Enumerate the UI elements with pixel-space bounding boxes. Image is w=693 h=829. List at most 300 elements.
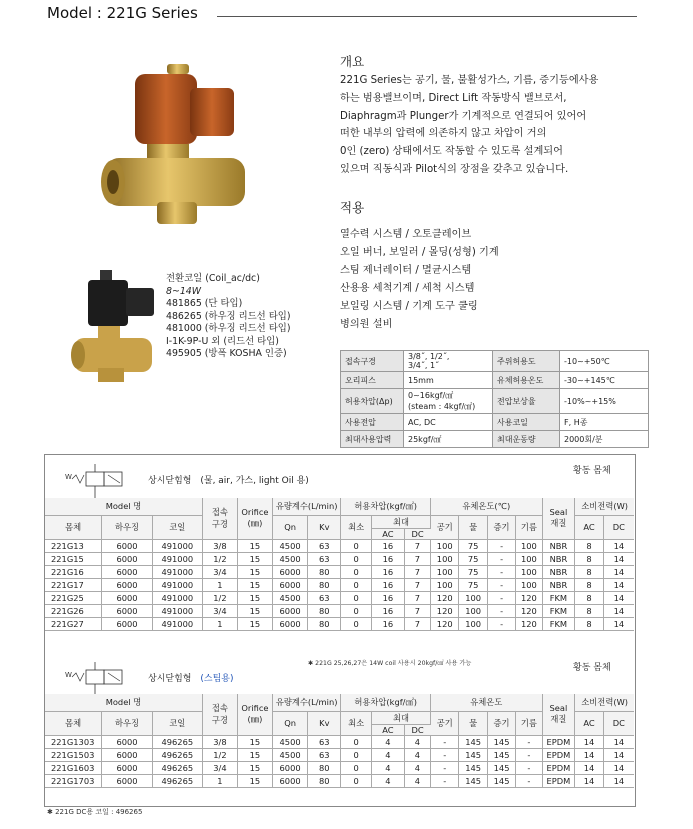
table-cell: 221G27 [45, 617, 102, 630]
table-row [45, 552, 634, 565]
overview-text [340, 72, 640, 179]
spec-label: 주위허용도 [493, 351, 560, 372]
table-cell: 63 [308, 552, 341, 565]
overview-line: Diaphragm과 Plunger가 기계적으로 연결되어 있어어 [340, 110, 587, 122]
table-cell: 496265 [152, 761, 202, 774]
table-cell: 221G26 [45, 604, 102, 617]
table-cell: 6000 [102, 604, 152, 617]
table-cell: 8 [575, 604, 603, 617]
table-cell: 16 [371, 552, 404, 565]
table-cell: NBR [542, 578, 575, 591]
table-cell: 6000 [272, 617, 307, 630]
coil-title: 전환코일 (Coil_ac/dc) [166, 273, 260, 284]
table-cell: FKM [542, 591, 575, 604]
table-cell: 1/2 [202, 591, 237, 604]
table-row [45, 604, 634, 617]
table-cell: 145 [487, 735, 515, 748]
table-cell: 100 [431, 552, 459, 565]
col-header-power: 소비전력(W) [575, 498, 634, 515]
col-header-steam: 증기 [487, 711, 515, 735]
overview-line: 있으며 직동식과 Pilot식의 장점을 갖추고 있습니다. [340, 163, 569, 175]
overview-line: 221G Series는 공기, 물, 불활성가스, 기름, 증기등에사용 [340, 75, 599, 86]
table-cell: 100 [516, 552, 542, 565]
table-cell: 16 [371, 617, 404, 630]
table-cell: 0 [341, 578, 372, 591]
model-table-steam [45, 694, 634, 788]
table-cell: NBR [542, 539, 575, 552]
table-cell: 4 [371, 748, 404, 761]
overview-line: 떠한 내부의 압력에 의존하지 않고 차압이 거의 [340, 128, 547, 140]
table-cell: - [431, 748, 459, 761]
table-cell: 14 [603, 552, 634, 565]
valve-photo-small [68, 268, 158, 388]
section2-type-label: 상시닫힘형 [148, 674, 192, 684]
table-cell: 4 [404, 735, 430, 748]
table-cell: NBR [542, 552, 575, 565]
list-item: 오일 버너, 보일러 / 몰딩(성형) 기계 [340, 247, 499, 258]
table-cell: 221G17 [45, 578, 102, 591]
table-cell: - [516, 748, 542, 761]
col-header-air: 공기 [431, 711, 459, 735]
table-cell: 145 [459, 774, 487, 787]
spec-value: 2000회/분 [560, 431, 649, 448]
table-cell: 0 [341, 565, 372, 578]
section1-type-label: 상시닫힘형 [148, 476, 192, 486]
table-cell: - [516, 774, 542, 787]
col-header-power-ac: AC [575, 515, 603, 539]
col-header-orifice: Orifice (㎜) [237, 694, 272, 735]
col-header-max-dc: DC [404, 528, 430, 539]
spec-value: -10~+50℃ [560, 351, 649, 372]
col-header-max-ac: AC [371, 724, 404, 735]
spec-value: 0~16kgf/㎠ (steam : 4kgf/㎠) [404, 389, 493, 414]
table-cell: 145 [459, 761, 487, 774]
col-header-qn: Qn [272, 515, 307, 539]
coil-line: 481865 (단 타입) [166, 298, 243, 309]
overview-line: 하는 범용밸브이며, Direct Lift 작동방식 밸브로서, [340, 92, 567, 104]
table-cell: 14 [603, 565, 634, 578]
col-header-orifice: Orifice (㎜) [237, 498, 272, 539]
col-header-power: 소비전력(W) [575, 694, 634, 711]
table-cell: 491000 [152, 617, 202, 630]
table-cell: 14 [575, 774, 603, 787]
table-cell: 3/4 [202, 565, 237, 578]
col-header-body: 몸체 [45, 711, 102, 735]
table-cell: 80 [308, 761, 341, 774]
table-cell: 221G15 [45, 552, 102, 565]
col-header-model: Model 명 [45, 498, 202, 515]
table-cell: 14 [575, 761, 603, 774]
table-cell: 14 [575, 735, 603, 748]
section1-material: 황동 몸체 [573, 466, 611, 476]
col-header-max: 최대 [371, 515, 430, 528]
table-cell: 221G25 [45, 591, 102, 604]
table-cell: 120 [516, 617, 542, 630]
table-cell: 14 [603, 735, 634, 748]
applications-list [340, 226, 499, 334]
table-cell: 0 [341, 552, 372, 565]
table-row [45, 565, 634, 578]
table-cell: FKM [542, 617, 575, 630]
table-cell: 100 [431, 578, 459, 591]
col-header-housing: 하우징 [102, 515, 152, 539]
table-cell: 6000 [102, 565, 152, 578]
spec-label: 최대사용압력 [341, 431, 404, 448]
table-cell: 100 [459, 591, 487, 604]
table-cell: 4 [404, 748, 430, 761]
table-cell: EPDM [542, 774, 575, 787]
footnote: ✱ 221G DC용 코일 : 496265 [47, 808, 143, 816]
table-cell: 6000 [102, 761, 152, 774]
col-header-body: 몸체 [45, 515, 102, 539]
col-header-min: 최소 [341, 711, 372, 735]
table-cell: 1/2 [202, 748, 237, 761]
table-cell: 63 [308, 735, 341, 748]
table-cell: 221G1303 [45, 735, 102, 748]
overview-heading: 개요 [340, 54, 365, 69]
table-cell: 16 [371, 591, 404, 604]
table-cell: 100 [431, 565, 459, 578]
table-cell: 6000 [272, 604, 307, 617]
table-cell: 80 [308, 774, 341, 787]
table-cell: - [431, 761, 459, 774]
section1-type-detail: (물, air, 가스, light Oil 용) [200, 476, 309, 486]
table-cell: 491000 [152, 552, 202, 565]
table-cell: 14 [575, 748, 603, 761]
col-header-water: 물 [459, 711, 487, 735]
table-cell: 6000 [272, 578, 307, 591]
col-header-water: 물 [459, 515, 487, 539]
spec-value: F, H종 [560, 414, 649, 431]
spec-label: 최대운동량 [493, 431, 560, 448]
table-cell: 4 [371, 761, 404, 774]
table-row [45, 617, 634, 630]
table-cell: 4500 [272, 539, 307, 552]
table-cell: 14 [603, 774, 634, 787]
table-cell: 4500 [272, 748, 307, 761]
spec-label: 전압보상율 [493, 389, 560, 414]
table-cell: - [487, 617, 515, 630]
table-cell: 6000 [102, 591, 152, 604]
col-header-temp: 유체온도(℃) [431, 498, 543, 515]
table-row [45, 735, 634, 748]
table-cell: 8 [575, 565, 603, 578]
table-cell: 4 [404, 774, 430, 787]
table-row [45, 591, 634, 604]
table-cell: 120 [431, 617, 459, 630]
table-cell: 0 [341, 604, 372, 617]
table-cell: 15 [237, 539, 272, 552]
table-cell: EPDM [542, 761, 575, 774]
table-cell: 6000 [272, 761, 307, 774]
table-cell: 0 [341, 617, 372, 630]
table-cell: 0 [341, 761, 372, 774]
table-cell: 100 [516, 578, 542, 591]
col-header-power-dc: DC [603, 711, 634, 735]
col-header-port: 접속 구경 [202, 694, 237, 735]
table-cell: 491000 [152, 578, 202, 591]
table-cell: 7 [404, 565, 430, 578]
list-item: 병의원 설비 [340, 319, 393, 330]
col-header-max: 최대 [371, 711, 430, 724]
spec-row [341, 389, 649, 414]
applications-heading: 적용 [340, 200, 365, 215]
section2-type-detail: (스팀용) [200, 674, 234, 684]
table-cell: - [431, 735, 459, 748]
overview-line: 0인 (zero) 상태에서도 작동할 수 있도록 설계되어 [340, 146, 563, 158]
col-header-housing: 하우징 [102, 711, 152, 735]
table-cell: 8 [575, 591, 603, 604]
table-cell: 7 [404, 552, 430, 565]
spec-value: 3/8˝, 1/2˝, 3/4˝, 1˝ [404, 351, 493, 372]
table-cell: - [431, 774, 459, 787]
table-cell: 63 [308, 748, 341, 761]
header-row [45, 694, 634, 711]
table-cell: 120 [516, 591, 542, 604]
coil-info [166, 273, 291, 361]
section2-material: 황동 몸체 [573, 663, 611, 673]
col-header-oil: 기름 [516, 515, 542, 539]
spec-row [341, 372, 649, 389]
table-cell: 80 [308, 565, 341, 578]
col-header-temp: 유체온도 [431, 694, 543, 711]
table-cell: 100 [516, 565, 542, 578]
table-cell: 3/8 [202, 735, 237, 748]
table-cell: 6000 [102, 735, 152, 748]
col-header-seal: Seal 재질 [542, 498, 575, 539]
table-cell: 80 [308, 617, 341, 630]
table-cell: 15 [237, 604, 272, 617]
coil-wattage: 8~14W [166, 285, 202, 297]
spec-label: 사용전압 [341, 414, 404, 431]
table-cell: 16 [371, 578, 404, 591]
table-cell: 0 [341, 748, 372, 761]
spec-row [341, 414, 649, 431]
table-cell: 15 [237, 617, 272, 630]
list-item: 열수력 시스템 / 오토클레이브 [340, 229, 472, 240]
table-cell: 14 [603, 591, 634, 604]
table-cell: 145 [459, 735, 487, 748]
table-cell: 15 [237, 552, 272, 565]
table-cell: 6000 [272, 565, 307, 578]
table-cell: 0 [341, 539, 372, 552]
table-cell: 6000 [272, 774, 307, 787]
spec-label: 접속구경 [341, 351, 404, 372]
col-header-power-ac: AC [575, 711, 603, 735]
table-cell: 145 [487, 774, 515, 787]
table-cell: 3/4 [202, 604, 237, 617]
table-cell: 6000 [102, 552, 152, 565]
spec-value: AC, DC [404, 414, 493, 431]
table-cell: 75 [459, 539, 487, 552]
spec-value: 15mm [404, 372, 493, 389]
table-cell: 120 [516, 604, 542, 617]
table-cell: 4500 [272, 735, 307, 748]
table-cell: 16 [371, 539, 404, 552]
table-row [45, 578, 634, 591]
spec-value: 25kgf/㎠ [404, 431, 493, 448]
table-cell: FKM [542, 604, 575, 617]
table-cell: - [516, 761, 542, 774]
table-cell: 16 [371, 565, 404, 578]
table-cell: 6000 [102, 774, 152, 787]
table-cell: 0 [341, 591, 372, 604]
col-header-max-ac: AC [371, 528, 404, 539]
table-cell: 100 [459, 604, 487, 617]
table-cell: 496265 [152, 748, 202, 761]
table-cell: 8 [575, 617, 603, 630]
col-header-port: 접속 구경 [202, 498, 237, 539]
table-note: ✱ 221G 25,26,27은 14W coil 사용시 20kgf/㎠ 사용 가능 [308, 660, 472, 667]
list-item: 스팀 제너레이터 / 멸균시스템 [340, 265, 472, 276]
table-cell: - [516, 735, 542, 748]
table-cell: 491000 [152, 539, 202, 552]
spec-value: -10%~+15% [560, 389, 649, 414]
table-cell: 7 [404, 604, 430, 617]
valve-symbol-icon [68, 462, 130, 502]
col-header-kv: Kv [308, 711, 341, 735]
table-cell: 15 [237, 591, 272, 604]
col-header-coil: 코일 [152, 515, 202, 539]
table-cell: 4500 [272, 591, 307, 604]
table-cell: - [487, 565, 515, 578]
table-cell: - [487, 539, 515, 552]
col-header-model: Model 명 [45, 694, 202, 711]
table-row [45, 774, 634, 787]
table-cell: 7 [404, 617, 430, 630]
table-cell: 6000 [102, 748, 152, 761]
col-header-air: 공기 [431, 515, 459, 539]
col-header-oil: 기름 [516, 711, 542, 735]
table-cell: 221G1503 [45, 748, 102, 761]
table-cell: 6000 [102, 578, 152, 591]
table-cell: 221G13 [45, 539, 102, 552]
table-cell: 4 [404, 761, 430, 774]
table-cell: 100 [459, 617, 487, 630]
symbol-label: W [65, 671, 72, 679]
table-cell: 14 [603, 604, 634, 617]
table-cell: 100 [431, 539, 459, 552]
table-cell: 63 [308, 539, 341, 552]
table-cell: 7 [404, 591, 430, 604]
coil-line: I-1K-9P-U 외 (리드선 타입) [166, 335, 279, 347]
table-cell: 496265 [152, 774, 202, 787]
table-cell: 15 [237, 748, 272, 761]
table-cell: 14 [603, 748, 634, 761]
col-header-steam: 증기 [487, 515, 515, 539]
table-cell: 491000 [152, 565, 202, 578]
table-cell: 221G16 [45, 565, 102, 578]
col-header-seal: Seal 재질 [542, 694, 575, 735]
table-cell: 1 [202, 617, 237, 630]
table-cell: 221G1603 [45, 761, 102, 774]
list-item: 산용용 세척기계 / 세척 시스템 [340, 283, 475, 294]
table-cell: 100 [516, 539, 542, 552]
table-cell: 14 [603, 539, 634, 552]
spec-label: 유체허용온도 [493, 372, 560, 389]
table-cell: 14 [603, 617, 634, 630]
section1-type [148, 473, 309, 486]
table-cell: 120 [431, 591, 459, 604]
valve-photo-large [95, 62, 255, 232]
coil-line: 495905 (방폭 KOSHA 인증) [166, 348, 287, 359]
table-cell: 0 [341, 735, 372, 748]
table-cell: - [487, 591, 515, 604]
table-cell: 3/8 [202, 539, 237, 552]
col-header-power-dc: DC [603, 515, 634, 539]
col-header-coil: 코일 [152, 711, 202, 735]
table-cell: 3/4 [202, 761, 237, 774]
col-header-min: 최소 [341, 515, 372, 539]
col-header-pressure: 허용차압(kgf/㎠) [341, 694, 431, 711]
table-cell: 145 [487, 761, 515, 774]
table-cell: 7 [404, 578, 430, 591]
table-cell: 0 [341, 774, 372, 787]
list-item: 보일링 시스템 / 기계 도구 쿨링 [340, 301, 478, 312]
table-cell: 496265 [152, 735, 202, 748]
table-cell: 491000 [152, 604, 202, 617]
table-cell: 75 [459, 565, 487, 578]
table-cell: 75 [459, 578, 487, 591]
col-header-qn: Qn [272, 711, 307, 735]
table-cell: 145 [487, 748, 515, 761]
col-header-flow: 유량계수(L/min) [272, 694, 340, 711]
table-cell: 14 [603, 578, 634, 591]
spec-label: 오리피스 [341, 372, 404, 389]
table-cell: 80 [308, 604, 341, 617]
table-cell: 4 [371, 774, 404, 787]
table-cell: 8 [575, 552, 603, 565]
table-cell: EPDM [542, 735, 575, 748]
table-cell: 75 [459, 552, 487, 565]
table-cell: 1/2 [202, 552, 237, 565]
table-cell: 63 [308, 591, 341, 604]
table-cell: 145 [459, 748, 487, 761]
table-cell: 15 [237, 578, 272, 591]
table-cell: 8 [575, 578, 603, 591]
table-cell: 491000 [152, 591, 202, 604]
col-header-flow: 유량계수(L/min) [272, 498, 340, 515]
section2-type [148, 671, 233, 684]
spec-row [341, 431, 649, 448]
table-cell: 120 [431, 604, 459, 617]
coil-line: 481000 (하우징 리드선 타입) [166, 323, 291, 334]
page-title: Model : 221G Series [47, 4, 198, 22]
table-cell: 15 [237, 761, 272, 774]
spec-value: -30~+145℃ [560, 372, 649, 389]
spec-row [341, 351, 649, 372]
table-cell: 1 [202, 774, 237, 787]
title-divider [217, 16, 637, 17]
col-header-max-dc: DC [404, 724, 430, 735]
table-cell: 4500 [272, 552, 307, 565]
table-row [45, 539, 634, 552]
table-cell: - [487, 552, 515, 565]
symbol-label: W [65, 473, 72, 481]
table-cell: 16 [371, 604, 404, 617]
header-row [45, 498, 634, 515]
table-cell: 80 [308, 578, 341, 591]
table-row [45, 748, 634, 761]
table-cell: 6000 [102, 539, 152, 552]
spec-table [340, 350, 649, 448]
table-cell: 6000 [102, 617, 152, 630]
coil-line: 486265 (하우징 리드선 타입) [166, 310, 291, 322]
col-header-kv: Kv [308, 515, 341, 539]
table-cell: 221G1703 [45, 774, 102, 787]
spec-label: 사용코일 [493, 414, 560, 431]
table-row [45, 761, 634, 774]
